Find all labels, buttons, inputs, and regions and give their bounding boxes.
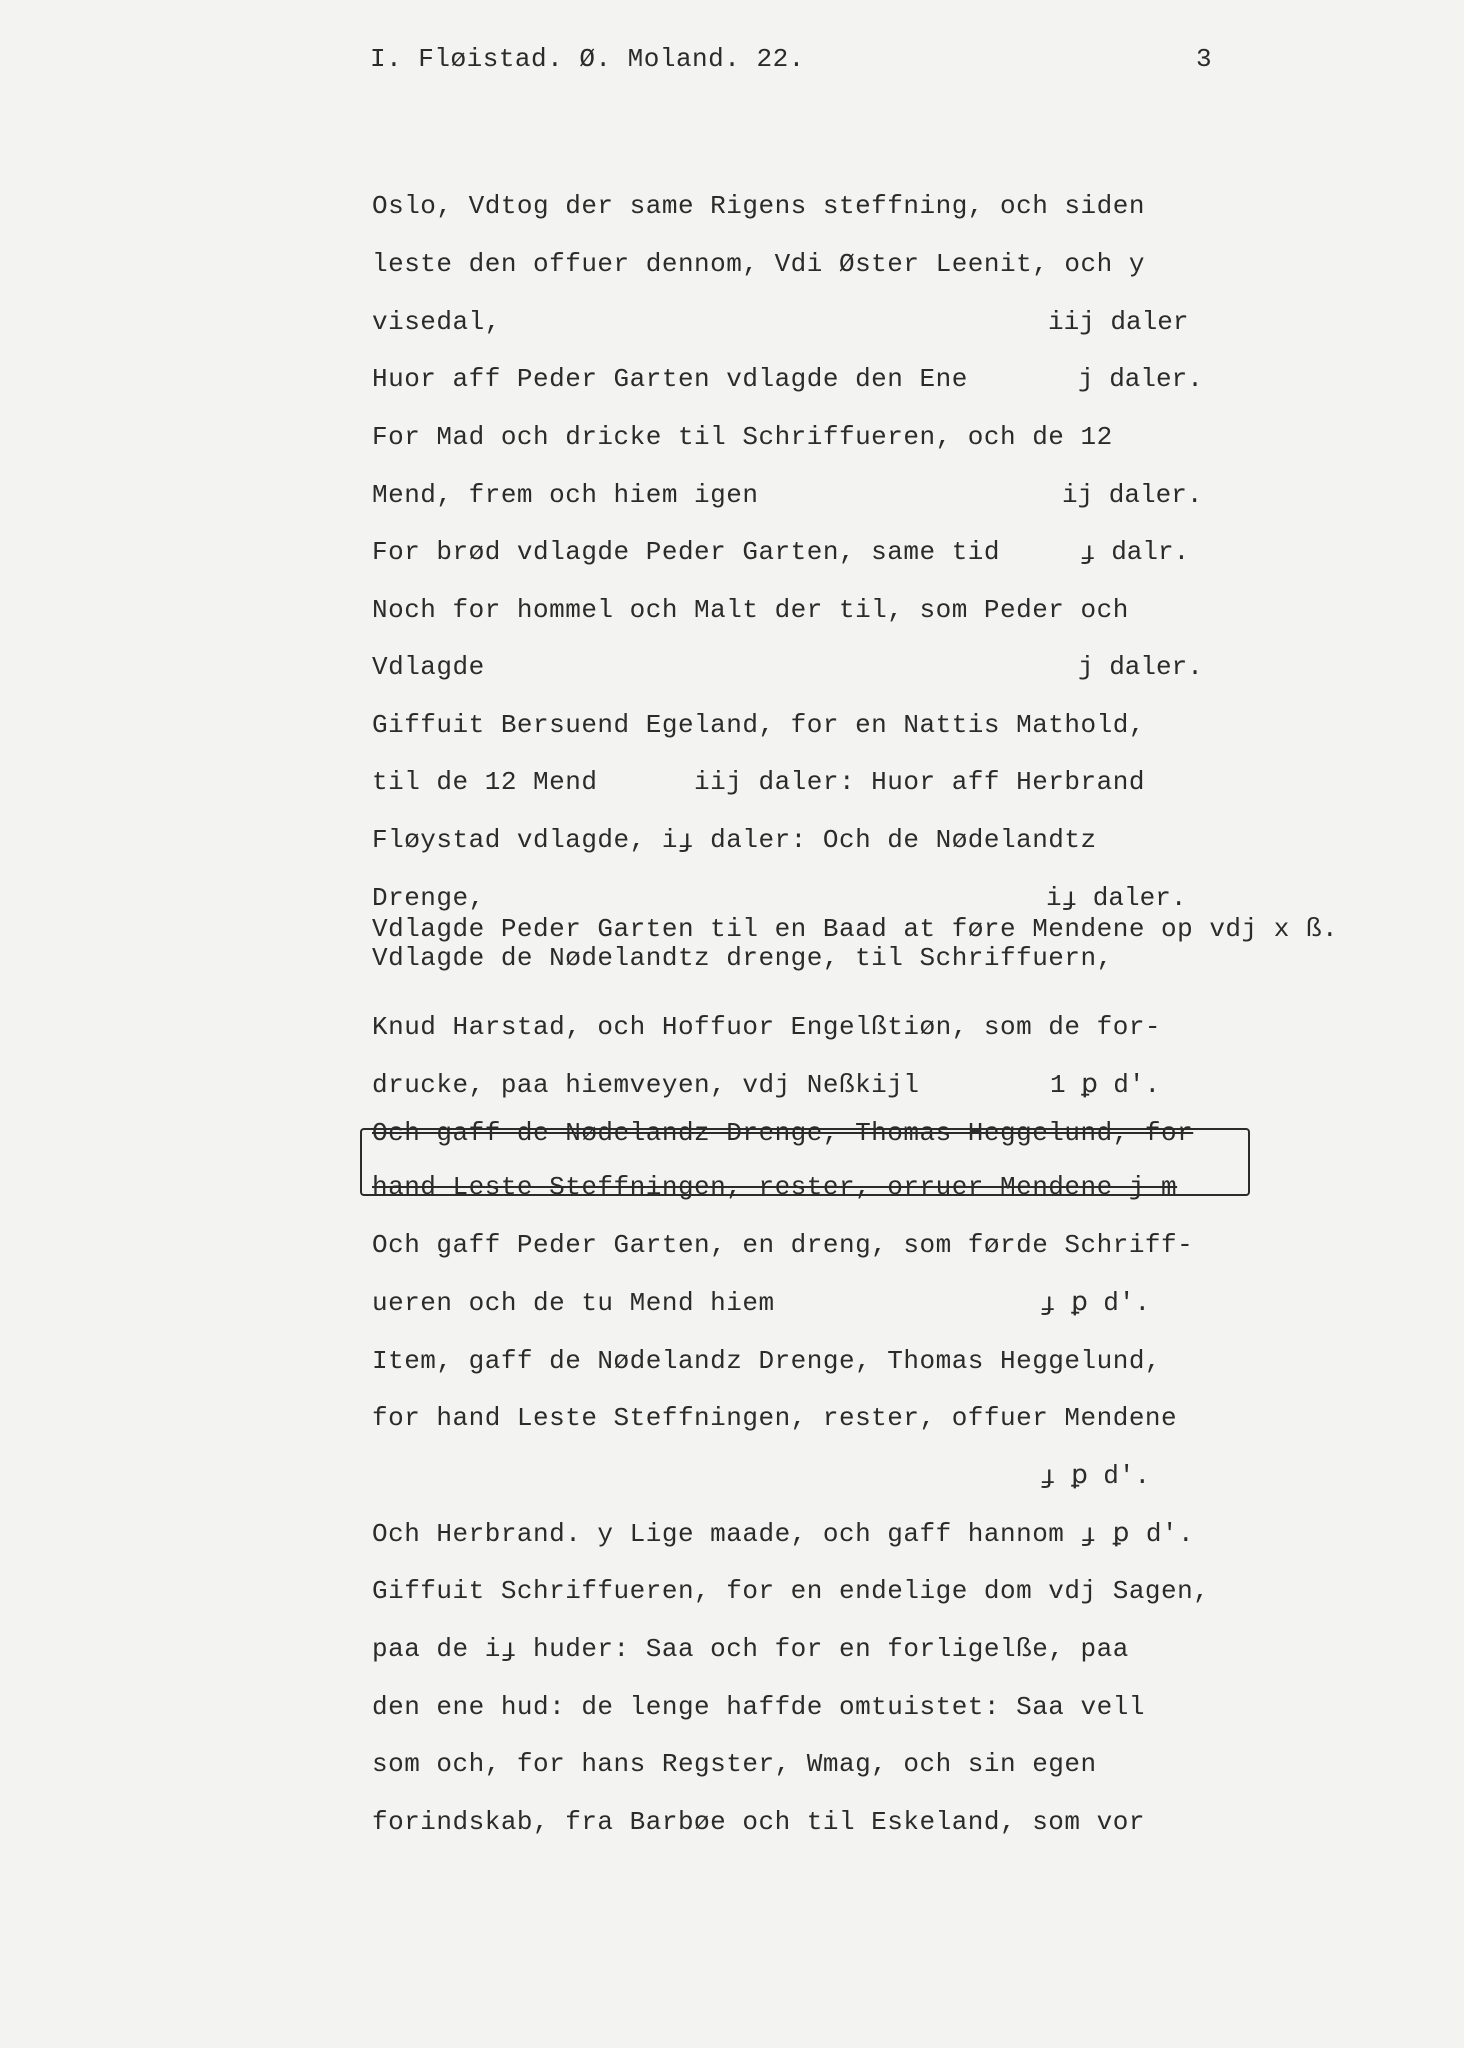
text-line: leste den offuer dennom, Vdi Øster Leenit, och y [372,249,1145,279]
text-line: som och, for hans Regster, Wmag, och sin egen [372,1749,1097,1779]
text-line: paa de iɟ huder: Saa och for en forligelße, paa [372,1634,1129,1664]
text-line: Drenge, [372,883,485,913]
text-line: For brød vdlagde Peder Garten, same tid [372,537,1000,567]
header-title: I. Fløistad. Ø. Moland. 22. [370,44,805,74]
text-line: visedal, [372,307,501,337]
text-line: Fløystad vdlagde, iɟ daler: Och de Nødelandtz [372,825,1097,855]
text-line: Mend, frem och hiem igen [372,480,759,510]
text-line: Item, gaff de Nødelandz Drenge, Thomas Heggelund, [372,1346,1162,1376]
text-line: Och Herbrand. y Lige maade, och gaff hannom ɟ ꝑ d'. [372,1519,1195,1549]
text-line: drucke, paa hiemveyen, vdj Neßkijl [372,1070,920,1100]
amount: iɟ daler. [1046,883,1187,913]
text-line: den ene hud: de lenge haffde omtuistet: Saa vell [372,1692,1145,1722]
text-line: Vdlagde [372,652,485,682]
struck-text-line: hand Leste Steffningen, rester, orruer Mendene j m [372,1172,1178,1202]
struck-text-line: Och gaff de Nødelandz Drenge, Thomas Heggelund, for [372,1118,1194,1148]
text-line: forindskab, fra Barbøe och til Eskeland, som vor [372,1807,1145,1837]
text-line: ueren och de tu Mend hiem [372,1288,775,1318]
page-number: 3 [1196,44,1213,74]
amount: ɟ ꝑ d'. [1040,1461,1151,1491]
text-line: Och gaff Peder Garten, en dreng, som førde Schriff- [372,1230,1194,1260]
text-line: Giffuit Bersuend Egeland, for en Nattis Mathold, [372,710,1145,740]
text-line: Noch for hommel och Malt der til, som Peder och [372,595,1129,625]
text-line: Vdlagde de Nødelandtz drenge, til Schriffuern, [372,943,1113,973]
amount: j daler. [1078,652,1203,682]
text-line: for hand Leste Steffningen, rester, offuer Mendene [372,1403,1178,1433]
text-line: Knud Harstad, och Hoffuor Engelßtiøn, som de for- [372,1012,1162,1042]
text-line: For Mad och dricke til Schriffueren, och de 12 [372,422,1113,452]
text-line: Huor aff Peder Garten vdlagde den Ene [372,364,968,394]
text-line: Oslo, Vdtog der same Rigens steffning, och siden [372,191,1145,221]
text-line: til de 12 Mend iij daler: Huor aff Herbrand [372,767,1145,797]
amount: ɟ dalr. [1080,537,1190,567]
amount: ɟ ꝑ d'. [1040,1288,1151,1318]
amount: j daler. [1078,364,1203,394]
amount: iij daler [1048,307,1189,337]
amount: ij daler. [1062,480,1203,510]
amount: 1 ꝑ d'. [1050,1070,1161,1100]
text-line: Giffuit Schriffueren, for en endelige dom vdj Sagen, [372,1576,1210,1606]
text-line: Vdlagde Peder Garten til en Baad at føre Mendene op vdj x ß. [372,914,1339,944]
